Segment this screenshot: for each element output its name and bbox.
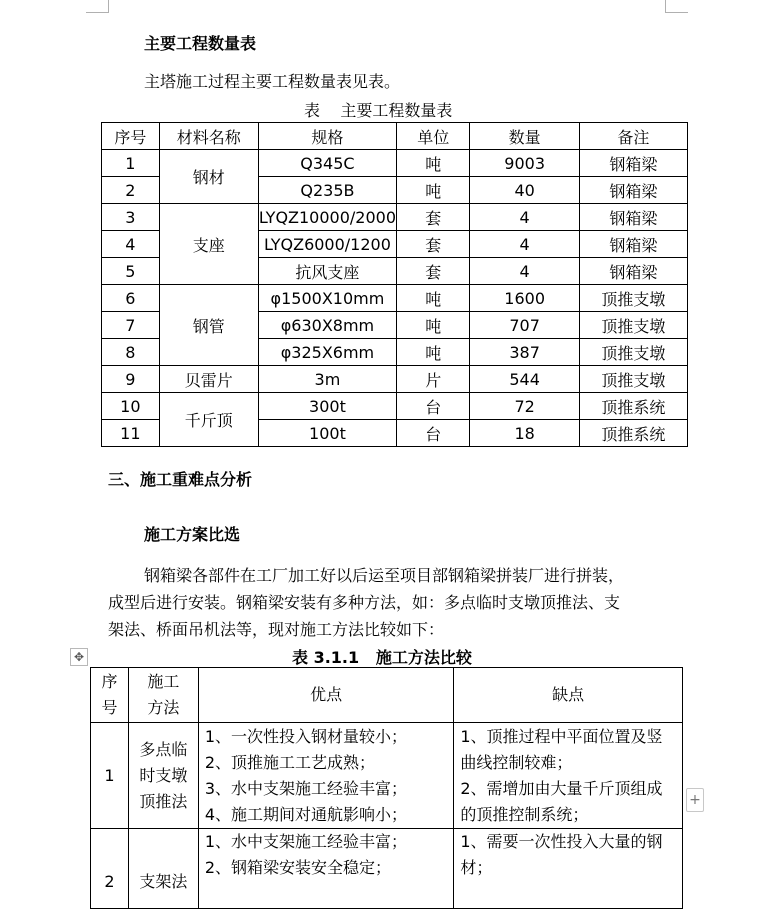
method-line: 多点临 <box>139 739 188 759</box>
cell-qty: 387 <box>470 339 579 366</box>
cell-unit: 吨 <box>397 150 470 177</box>
cell-unit: 吨 <box>397 339 470 366</box>
method-line: 时支墩 <box>139 765 188 785</box>
cell-no: 1 <box>91 723 129 829</box>
subsection-heading: 施工方案比选 <box>144 525 241 544</box>
cell-material: 贝雷片 <box>159 366 258 393</box>
cell-note: 顶推支墩 <box>579 285 687 312</box>
cell-spec: LYQZ6000/1200 <box>258 231 396 258</box>
cell-qty: 9003 <box>470 150 579 177</box>
table-row <box>91 723 683 829</box>
table-move-handle-icon[interactable]: ✥ <box>70 648 88 666</box>
column-header-cons: 缺点 <box>454 668 683 723</box>
cell-note: 顶推支墩 <box>579 312 687 339</box>
cell-note: 钢箱梁 <box>579 231 687 258</box>
cell-no: 3 <box>102 204 160 231</box>
pros-line: 1、一次性投入钢材量较小； <box>204 726 408 746</box>
cell-note: 顶推支墩 <box>579 366 687 393</box>
cell-note: 钢箱梁 <box>579 204 687 231</box>
cell-unit: 套 <box>397 258 470 285</box>
cell-note: 顶推支墩 <box>579 339 687 366</box>
cell-qty: 4 <box>470 204 579 231</box>
cell-unit: 套 <box>397 204 470 231</box>
cell-qty: 4 <box>470 258 579 285</box>
column-header: 材料名称 <box>159 123 258 150</box>
table-row <box>102 150 688 177</box>
cell-unit: 片 <box>397 366 470 393</box>
cell-no: 7 <box>102 312 160 339</box>
table-caption: 表 主要工程数量表 <box>304 101 453 120</box>
table-caption: 表 3.1.1 施工方法比较 <box>292 648 472 667</box>
cell-spec: 3m <box>258 366 396 393</box>
cell-qty: 707 <box>470 312 579 339</box>
cell-no: 9 <box>102 366 160 393</box>
column-header: 单位 <box>397 123 470 150</box>
margin-corner-mark <box>665 0 688 13</box>
cell-spec: φ630X8mm <box>258 312 396 339</box>
cell-pros <box>198 829 454 909</box>
cell-material: 千斤顶 <box>159 393 258 447</box>
column-header-method <box>128 668 198 723</box>
pros-line: 2、顶推施工工艺成熟； <box>204 752 376 772</box>
cell-no: 4 <box>102 231 160 258</box>
cell-qty: 544 <box>470 366 579 393</box>
cell-material: 支座 <box>159 204 258 285</box>
column-header-pros: 优点 <box>198 668 454 723</box>
section-heading: 三、施工重难点分析 <box>108 470 253 489</box>
cell-no: 10 <box>102 393 160 420</box>
header-line: 方法 <box>147 698 180 717</box>
column-header: 规格 <box>258 123 396 150</box>
cell-material: 钢管 <box>159 285 258 366</box>
cell-unit: 台 <box>397 420 470 447</box>
cell-spec: 300t <box>258 393 396 420</box>
cell-material: 钢材 <box>159 150 258 204</box>
cell-spec: φ325X6mm <box>258 339 396 366</box>
cell-no: 8 <box>102 339 160 366</box>
cons-line: 1、顶推过程中平面位置及竖 <box>460 726 663 746</box>
cell-qty: 1600 <box>470 285 579 312</box>
cons-line: 1、需要一次性投入大量的钢 <box>460 832 663 851</box>
paragraph-line: 成型后进行安装。钢箱梁安装有多种方法，如：多点临时支墩顶推法、支 <box>108 593 621 612</box>
paragraph: 主塔施工过程主要工程数量表见表。 <box>144 72 401 91</box>
cons-line: 材； <box>460 858 493 877</box>
cell-spec: 抗风支座 <box>258 258 396 285</box>
method-line: 顶推法 <box>139 791 188 811</box>
table-row <box>102 366 688 393</box>
cell-method: 支架法 <box>128 829 198 909</box>
cell-no: 1 <box>102 150 160 177</box>
cell-spec: 100t <box>258 420 396 447</box>
cell-note: 顶推系统 <box>579 393 687 420</box>
table-row <box>91 829 683 909</box>
cell-unit: 吨 <box>397 177 470 204</box>
pros-line: 3、水中支架施工经验丰富； <box>204 778 408 798</box>
column-header: 数量 <box>470 123 579 150</box>
pros-line: 2、钢箱梁安装安全稳定； <box>204 858 392 877</box>
cell-note: 顶推系统 <box>579 420 687 447</box>
cell-no: 2 <box>91 829 129 909</box>
cell-unit: 套 <box>397 231 470 258</box>
pros-line: 4、施工期间对通航影响小； <box>204 804 408 824</box>
method-comparison-table <box>90 667 683 909</box>
cell-unit: 吨 <box>397 312 470 339</box>
header-line: 序 <box>101 672 118 691</box>
cell-note: 钢箱梁 <box>579 258 687 285</box>
cell-spec: Q345C <box>258 150 396 177</box>
cell-unit: 台 <box>397 393 470 420</box>
cell-no: 11 <box>102 420 160 447</box>
paragraph-line: 架法、桥面吊机法等，现对施工方法比较如下： <box>108 620 445 639</box>
column-header: 序号 <box>102 123 160 150</box>
cell-qty: 40 <box>470 177 579 204</box>
pros-line: 1、水中支架施工经验丰富； <box>204 832 408 851</box>
cell-unit: 吨 <box>397 285 470 312</box>
cell-no: 5 <box>102 258 160 285</box>
cell-cons <box>454 829 683 909</box>
table-row <box>102 204 688 231</box>
cell-note: 钢箱梁 <box>579 177 687 204</box>
cell-spec: φ1500X10mm <box>258 285 396 312</box>
cell-no: 2 <box>102 177 160 204</box>
cell-no: 6 <box>102 285 160 312</box>
margin-corner-mark <box>86 0 109 13</box>
table-row <box>102 285 688 312</box>
cons-line: 的顶推控制系统； <box>460 804 589 824</box>
column-header-no <box>91 668 129 723</box>
cell-qty: 72 <box>470 393 579 420</box>
cell-qty: 18 <box>470 420 579 447</box>
cell-note: 钢箱梁 <box>579 150 687 177</box>
table-row <box>102 393 688 420</box>
cell-qty: 4 <box>470 231 579 258</box>
cell-method <box>128 723 198 829</box>
cell-cons <box>454 723 683 829</box>
header-line: 号 <box>101 698 118 717</box>
cons-line: 2、需增加由大量千斤顶组成 <box>460 778 663 798</box>
paragraph-line: 钢箱梁各部件在工厂加工好以后运至项目部钢箱梁拼装厂进行拼装， <box>144 566 625 585</box>
cell-spec: Q235B <box>258 177 396 204</box>
table-header-row <box>102 123 688 150</box>
cons-line: 曲线控制较难； <box>460 752 573 772</box>
add-row-icon[interactable]: + <box>686 788 704 812</box>
cell-spec: LYQZ10000/2000 <box>258 204 396 231</box>
table-header-row <box>91 668 683 723</box>
header-line: 施工 <box>147 672 180 691</box>
cell-pros <box>198 723 454 829</box>
section-heading: 主要工程数量表 <box>144 34 257 53</box>
quantity-table <box>101 122 688 447</box>
column-header: 备注 <box>579 123 687 150</box>
